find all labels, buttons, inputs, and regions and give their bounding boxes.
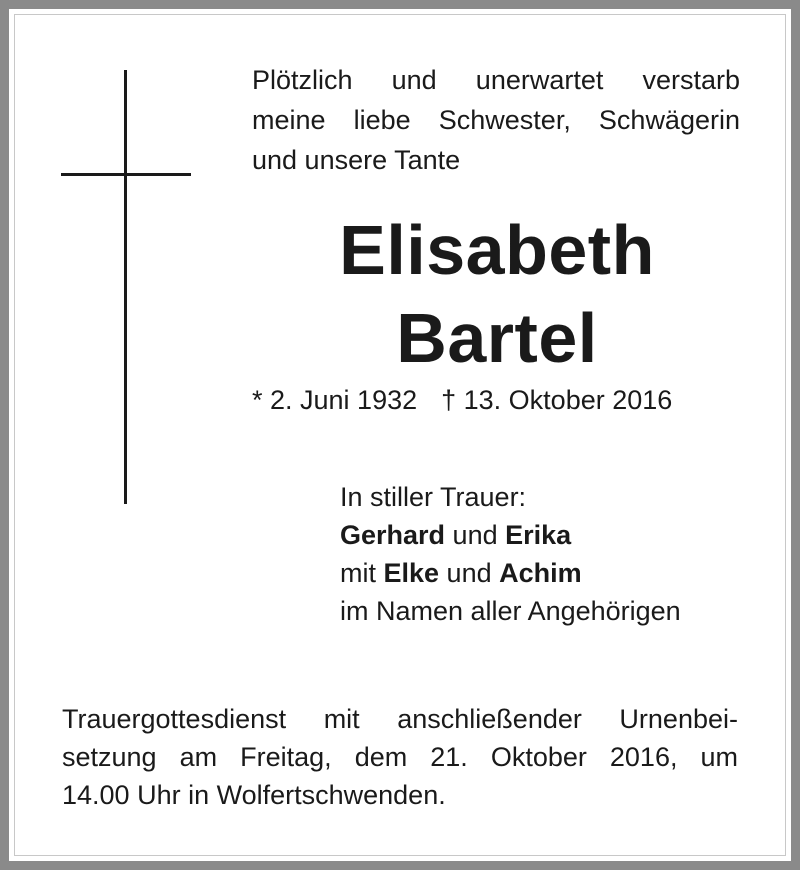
mourners-block (340, 478, 760, 630)
mourner-name: Achim (499, 558, 582, 588)
mourners-heading: In stiller Trauer: (340, 482, 527, 512)
intro-text (252, 60, 740, 180)
mourner-conj: und (445, 520, 506, 550)
mourners-line-3: im Namen aller Angehörigen (340, 596, 681, 626)
intro-line: meine liebe Schwester, Schwägerin (252, 105, 740, 135)
birth-date: * 2. Juni 1932 (252, 385, 418, 415)
intro-line: Plötzlich und unerwartet verstarb (252, 65, 740, 95)
mourners-line-2 (340, 554, 760, 592)
mourner-name: Erika (505, 520, 572, 550)
death-date: † 13. Oktober 2016 (441, 385, 673, 415)
service-text (62, 700, 738, 814)
mourner-conj: und (439, 558, 500, 588)
intro-line: und unsere Tante (252, 145, 461, 175)
cross-icon-horizontal (61, 173, 191, 176)
first-name: Elisabeth (339, 211, 655, 289)
mourners-line-1 (340, 516, 760, 554)
mourner-prefix: mit (340, 558, 384, 588)
mourner-name: Elke (383, 558, 440, 588)
last-name: Bartel (396, 299, 598, 377)
service-line: 14.00 Uhr in Wolfertschwenden. (62, 780, 446, 810)
life-dates (252, 380, 742, 420)
service-line: setzung am Freitag, dem 21. Oktober 2016, um (62, 742, 738, 772)
deceased-name (252, 206, 742, 382)
cross-icon-vertical (124, 70, 127, 504)
mourner-name: Gerhard (340, 520, 446, 550)
service-line: Trauergottesdienst mit anschließender Urnenbei- (62, 704, 738, 734)
